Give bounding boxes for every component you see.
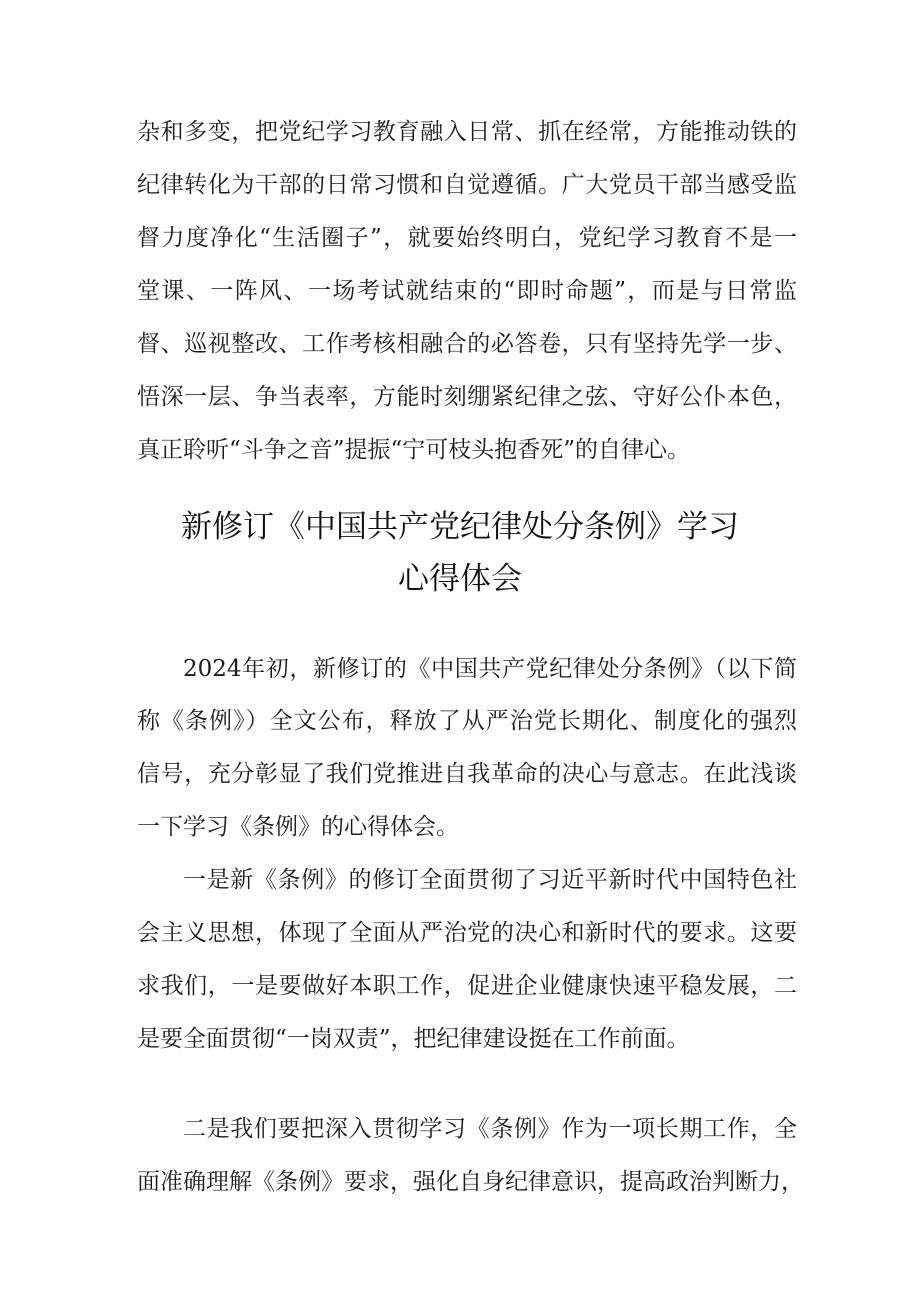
paragraph-line: 求我们，一是要做好本职工作，促进企业健康快速平稳发展，二 xyxy=(137,973,797,999)
paragraph-line: 一是新《条例》的修订全面贯彻了习近平新时代中国特色社 xyxy=(183,867,797,893)
paragraph-line: 真正聆听“斗争之音”提振“宁可枝头抱香死”的自律心。 xyxy=(137,437,691,463)
paragraph-line: 堂课、一阵风、一场考试就结束的“即时命题”，而是与日常监 xyxy=(137,278,797,304)
title-line-2: 心得体会 xyxy=(398,561,522,597)
paragraph-line: 杂和多变，把党纪学习教育融入日常、抓在经常，方能推动铁的 xyxy=(137,119,797,145)
title-line-1: 新修订《中国共产党纪律处分条例》学习 xyxy=(181,509,739,545)
paragraph-line: 2024年初，新修订的《中国共产党纪律处分条例》（以下简 xyxy=(183,656,797,682)
paragraph-line: 督力度净化“生活圈子”，就要始终明白，党纪学习教育不是一 xyxy=(137,225,797,251)
paragraph-line: 会主义思想，体现了全面从严治党的决心和新时代的要求。这要 xyxy=(137,920,797,946)
paragraph-line: 二是我们要把深入贯彻学习《条例》作为一项长期工作，全 xyxy=(183,1116,797,1142)
paragraph-line: 称《条例》）全文公布，释放了从严治党长期化、制度化的强烈 xyxy=(137,708,797,734)
paragraph-line: 一下学习《条例》的心得体会。 xyxy=(137,814,459,840)
paragraph-line: 面准确理解《条例》要求，强化自身纪律意识，提高政治判断力， xyxy=(137,1169,804,1195)
paragraph-line: 督、巡视整改、工作考核相融合的必答卷，只有坚持先学一步、 xyxy=(137,331,797,357)
paragraph-line: 悟深一层、争当表率，方能时刻绷紧纪律之弦、守好公仆本色， xyxy=(137,384,797,410)
paragraph-line: 纪律转化为干部的日常习惯和自觉遵循。广大党员干部当感受监 xyxy=(137,172,797,198)
paragraph-line: 是要全面贯彻“一岗双责”，把纪律建设挺在工作前面。 xyxy=(137,1026,690,1052)
paragraph-line: 信号，充分彰显了我们党推进自我革命的决心与意志。在此浅谈 xyxy=(137,761,797,787)
